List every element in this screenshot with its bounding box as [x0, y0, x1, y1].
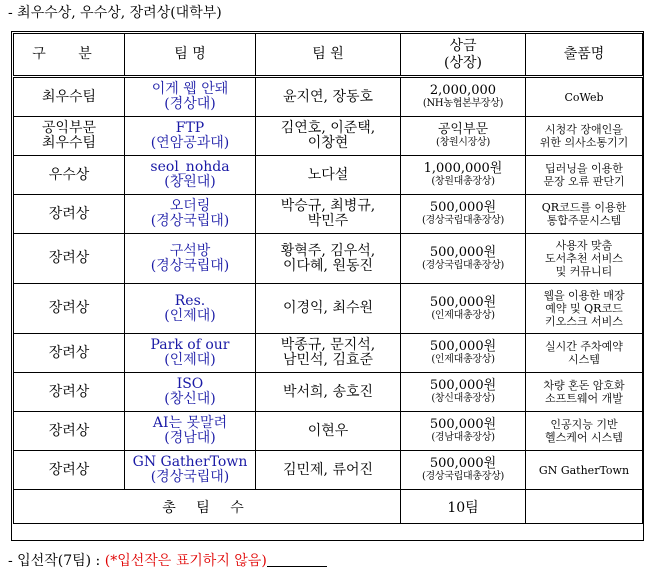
members-cell: 이경익, 최수원 [256, 284, 401, 334]
table-row [14, 334, 643, 373]
team-cell: seol_nohda (창원대) [125, 156, 256, 195]
award-cell: 장려상 [14, 451, 125, 490]
table-row [14, 195, 643, 234]
section-heading: - 최우수상, 우수상, 장려상(대학부) [8, 5, 222, 21]
table-row [14, 284, 643, 334]
award-cell: 최우수팀 [14, 77, 125, 117]
team-cell: ISO (창신대) [125, 373, 256, 412]
header-prize: 상금 (상장) [401, 34, 526, 77]
award-cell: 우수상 [14, 156, 125, 195]
members-cell: 김민제, 류어진 [256, 451, 401, 490]
prize-cell: 500,000원 (경상국립대총장상) [401, 234, 526, 284]
prize-cell: 500,000원 (경상국립대총장상) [401, 451, 526, 490]
prize-cell: 500,000원 (경상국립대총장상) [401, 195, 526, 234]
award-cell: 장려상 [14, 412, 125, 451]
prize-cell: 1,000,000원 (창원대총장상) [401, 156, 526, 195]
members-cell: 김연호, 이준택, 이창현 [256, 117, 401, 156]
prize-cell: 500,000원 (창신대총장상) [401, 373, 526, 412]
team-cell: AI는 못말려 (경남대) [125, 412, 256, 451]
members-cell: 박서희, 송호진 [256, 373, 401, 412]
members-cell: 박종규, 문지석, 남민석, 김효준 [256, 334, 401, 373]
table-row [14, 77, 643, 117]
total-row [14, 490, 643, 524]
award-cell: 장려상 [14, 234, 125, 284]
team-cell: 오더링 (경상국립대) [125, 195, 256, 234]
header-category: 구 분 [14, 34, 125, 77]
table-row [14, 156, 643, 195]
table-row [14, 412, 643, 451]
header-row [14, 34, 643, 77]
table-row [14, 373, 643, 412]
awards-table [13, 33, 643, 524]
footer-note [8, 552, 327, 570]
members-cell: 노다설 [256, 156, 401, 195]
table-row [14, 234, 643, 284]
table-row [14, 451, 643, 490]
header-team-members: 팀 원 [256, 34, 401, 77]
award-cell: 장려상 [14, 284, 125, 334]
product-cell: 사용자 맞춤 도서추천 서비스 및 커뮤니티 [526, 234, 643, 284]
product-cell: GN GatherTown [526, 451, 643, 490]
product-cell: 시청각 장애인을 위한 의사소통기기 [526, 117, 643, 156]
product-cell: CoWeb [526, 77, 643, 117]
team-cell: 구석방 (경상국립대) [125, 234, 256, 284]
product-cell: QR코드를 이용한 통합주문시스템 [526, 195, 643, 234]
footer-prefix: - 입선작(7팀) : [8, 553, 105, 569]
award-cell: 장려상 [14, 334, 125, 373]
prize-cell: 500,000원 (경남대총장상) [401, 412, 526, 451]
total-value: 10팀 [401, 490, 526, 524]
prize-cell: 공익부문 (창원시장상) [401, 117, 526, 156]
total-label: 총 팀 수 [14, 490, 401, 524]
prize-cell: 500,000원 (인제대총장상) [401, 334, 526, 373]
awards-table-frame [11, 31, 644, 541]
header-team-name: 팀 명 [125, 34, 256, 77]
members-cell: 황혁주, 김우석, 이다혜, 원동진 [256, 234, 401, 284]
team-cell: Park of our (인제대) [125, 334, 256, 373]
footer-red-note: (*입선작은 표기하지 않음) [104, 553, 267, 569]
table-row [14, 117, 643, 156]
prize-cell: 500,000원 (인제대총장상) [401, 284, 526, 334]
product-cell: 실시간 주차예약 시스템 [526, 334, 643, 373]
team-cell: 이게 웹 안돼 (경상대) [125, 77, 256, 117]
award-cell: 공익부문 최우수팀 [14, 117, 125, 156]
product-cell: 딥러닝을 이용한 문장 오류 판단기 [526, 156, 643, 195]
prize-cell: 2,000,000 (NH농협본부장상) [401, 77, 526, 117]
product-cell: 차량 혼돈 암호화 소프트웨어 개발 [526, 373, 643, 412]
award-cell: 장려상 [14, 373, 125, 412]
team-cell: Res. (인제대) [125, 284, 256, 334]
product-cell: 인공지능 기반 헬스케어 시스템 [526, 412, 643, 451]
team-cell: GN GatherTown (경상국립대) [125, 451, 256, 490]
team-cell: FTP (연암공과대) [125, 117, 256, 156]
header-entry-title: 출품명 [526, 34, 643, 77]
members-cell: 이현우 [256, 412, 401, 451]
footer-underline [267, 566, 327, 567]
award-cell: 장려상 [14, 195, 125, 234]
total-empty-cell [526, 490, 643, 524]
product-cell: 웹을 이용한 매장 예약 및 QR코드 키오스크 서비스 [526, 284, 643, 334]
members-cell: 윤지연, 장동호 [256, 77, 401, 117]
members-cell: 박승규, 최병규, 박민주 [256, 195, 401, 234]
